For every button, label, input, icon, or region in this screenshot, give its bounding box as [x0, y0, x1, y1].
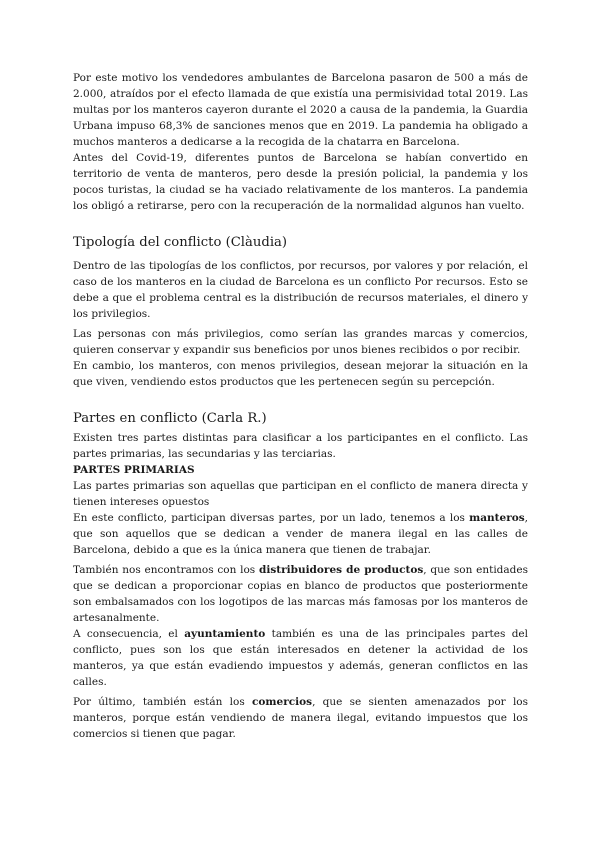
text-run: Por último, también están los: [73, 696, 253, 708]
paragraph-partes-primarias: Las partes primarias son aquellas que participan en el conflicto de manera directa y tienen intereses opuestos: [73, 480, 528, 508]
text-run: A consecuencia, el: [73, 628, 185, 640]
bold-comercios: comercios: [252, 696, 313, 708]
heading-partes: Partes en conflicto (Carla R.): [73, 411, 267, 426]
paragraph-manteros: [73, 510, 528, 558]
paragraph-tipologias: Dentro de las tipologías de los conflictos, por recursos, por valores y por relación, el caso de los manteros en la ciudad de Barcelona es un conflicto Por recursos. Esto se debe a que el problema central es la distribución de recursos materiales, el dinero y los privilegios.: [73, 260, 528, 320]
text-run: En este conflicto, participan diversas partes, por un lado, tenemos a los: [73, 512, 470, 524]
paragraph-privilegios: Las personas con más privilegios, como serían las grandes marcas y comercios, quieren conservar y expandir sus beneficios por unos bienes recibidos o por recibir.: [73, 328, 528, 356]
paragraph-en-cambio: En cambio, los manteros, con menos privilegios, desean mejorar la situación en la que viven, vendiendo estos productos que les pertenecen según su percepción.: [73, 360, 528, 388]
text-run: También nos encontramos con los: [73, 564, 259, 576]
text-run: también es una de las principales partes del conflicto, pues son los que están interesados en detener la actividad de los manteros, ya que están evadiendo impuestos y además, generan conflictos en las calles.: [73, 628, 528, 688]
text-run: , que son entidades que se dedican a proporcionar copias en blanco de productos que posteriormente son embalsamados con los logotipos de las marcas más famosas por los manteros de artesanalmente.: [73, 564, 528, 624]
bold-distribuidores: distribuidores de productos: [258, 564, 424, 576]
paragraph-distribuidores: [73, 562, 528, 626]
text-run: , que se sienten amenazados por los manteros, porque están vendiendo de manera ilegal, evitando impuestos que los comercios si tienen que pagar.: [73, 696, 529, 740]
paragraph-covid: Antes del Covid-19, diferentes puntos de Barcelona se habían convertido en territorio de venta de manteros, pero desde la presión policial, la pandemia y los pocos turistas, la ciudad se ha vaciado relativamente de los manteros. La pandemia los obligó a retirarse, pero con la recuperación de la normalidad algunos han vuelto.: [73, 152, 528, 212]
subheading-partes-primarias: PARTES PRIMARIAS: [73, 464, 195, 476]
bold-ayuntamiento: ayuntamiento: [184, 628, 266, 640]
text-run: , que son aquellos que se dedican a vender de manera ilegal en las calles de Barcelona, debido a que es la única manera que tienen de trabajar.: [73, 512, 528, 556]
heading-tipologia: Tipología del conflicto (Clàudia): [73, 235, 288, 250]
bold-manteros: manteros: [469, 512, 525, 524]
paragraph-comercios: [73, 694, 528, 742]
paragraph-ayuntamiento: [73, 626, 528, 690]
paragraph-tres-partes: Existen tres partes distintas para clasificar a los participantes en el conflicto. Las partes primarias, las secundarias y las terciarias.: [73, 432, 528, 460]
paragraph-multas: Por este motivo los vendedores ambulantes de Barcelona pasaron de 500 a más de 2.000, atraídos por el efecto llamada de que existía una permisividad total 2019. Las multas por los manteros cayeron durante el 2020 a causa de la pandemia, la Guardia Urbana impuso 68,3% de sanciones menos que en 2019. La pandemia ha obligado a muchos manteros a dedicarse a la recogida de la chatarra en Barcelona.: [73, 72, 528, 148]
